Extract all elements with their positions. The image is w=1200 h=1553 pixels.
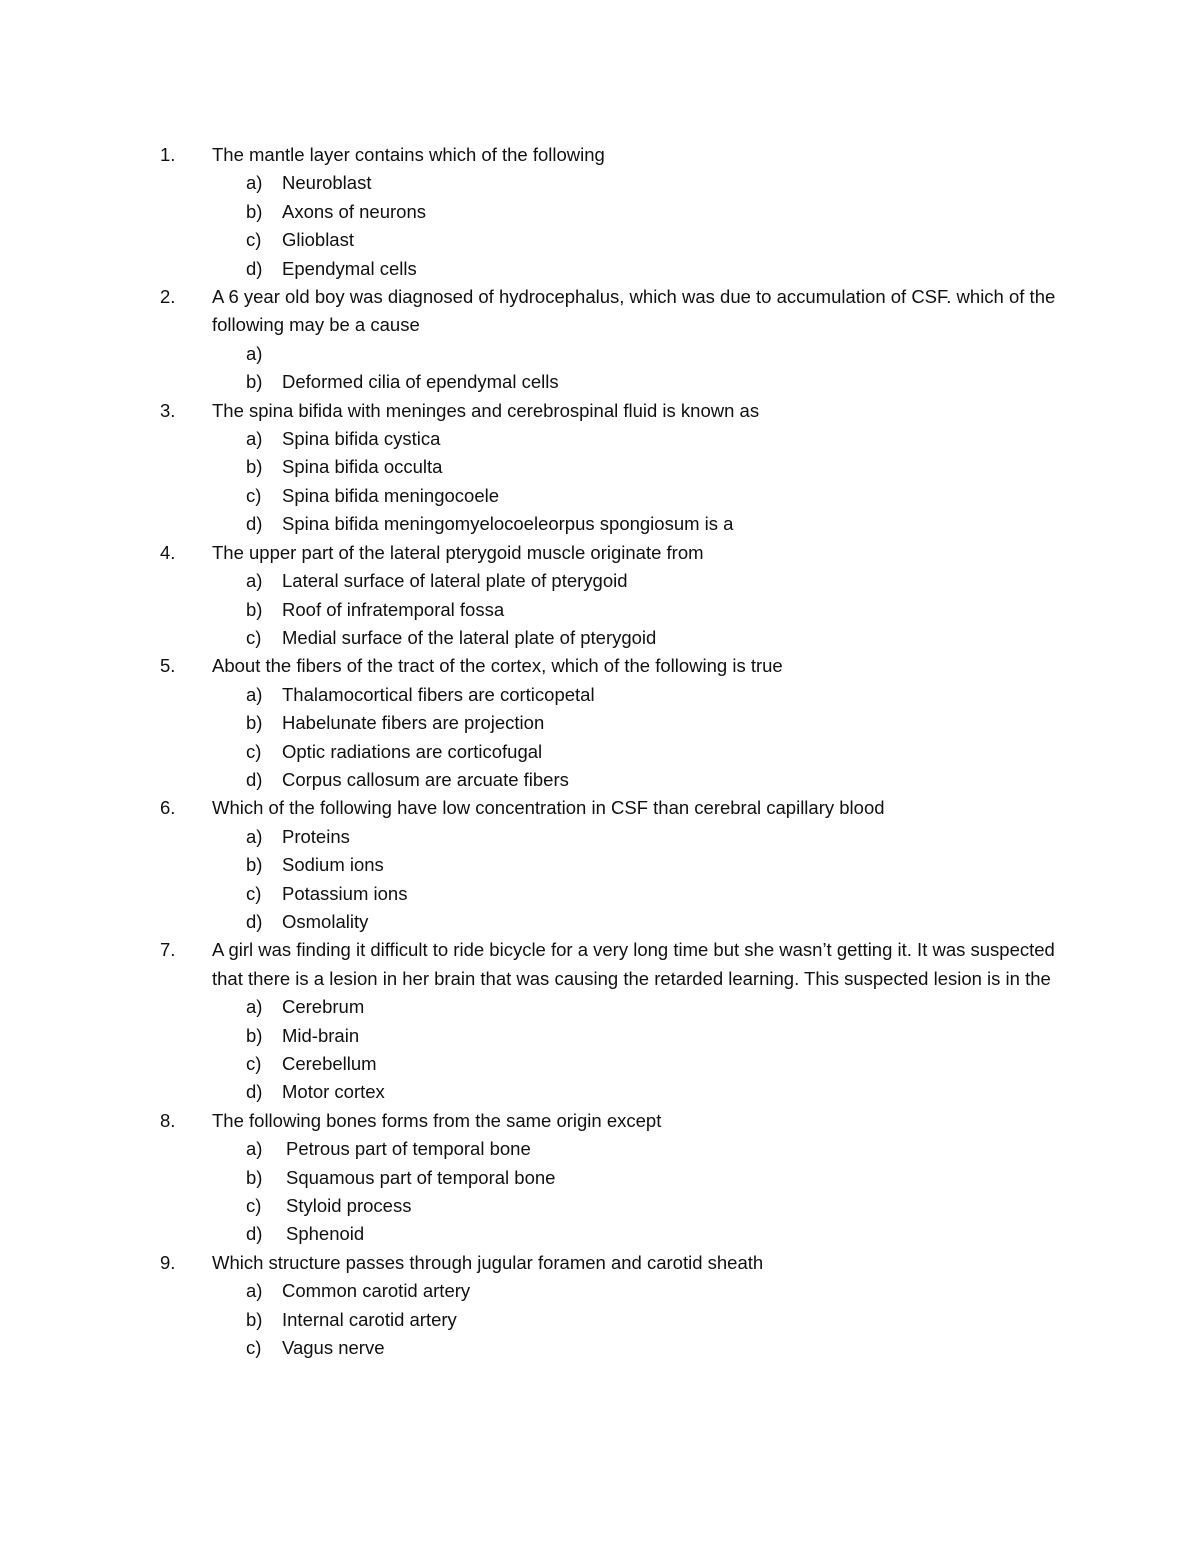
- option-c: [246, 624, 1060, 652]
- option-letter: c): [246, 626, 262, 648]
- option-letter: c): [246, 1337, 262, 1359]
- question-6: [160, 794, 1060, 936]
- question-text: Which structure passes through jugular foramen and carotid sheath: [212, 1251, 764, 1273]
- option-text: Spina bifida cystica: [282, 428, 441, 450]
- question-text: The following bones forms from the same origin except: [212, 1109, 662, 1131]
- option-c: [246, 1192, 1060, 1220]
- option-text: Habelunate fibers are projection: [282, 712, 545, 734]
- option-letter: c): [246, 1195, 262, 1217]
- option-list: [160, 1277, 1060, 1362]
- option-c: [246, 1050, 1060, 1078]
- question-text: The upper part of the lateral pterygoid muscle originate from: [212, 541, 704, 563]
- option-a: [246, 567, 1060, 595]
- option-letter: c): [246, 740, 262, 762]
- option-list: [160, 567, 1060, 652]
- option-text: Thalamocortical fibers are corticopetal: [282, 683, 595, 705]
- option-d: [246, 510, 1060, 538]
- option-text: Common carotid artery: [282, 1280, 471, 1302]
- option-d: [246, 1078, 1060, 1106]
- option-c: [246, 738, 1060, 766]
- option-letter: b): [246, 1024, 263, 1046]
- option-a: [246, 1277, 1060, 1305]
- option-letter: c): [246, 1053, 262, 1074]
- option-text: Glioblast: [282, 229, 354, 251]
- option-letter: b): [246, 712, 263, 734]
- option-a: [246, 340, 1060, 368]
- option-text: Optic radiations are corticofugal: [282, 740, 543, 762]
- question-text: Which of the following have low concentration in CSF than cerebral capillary blood: [212, 797, 885, 819]
- question-number: 3.: [160, 399, 176, 421]
- option-letter: b): [246, 854, 263, 876]
- option-letter: d): [246, 257, 263, 279]
- option-b: [246, 1022, 1060, 1050]
- option-list: [160, 425, 1060, 539]
- question-9: [160, 1249, 1060, 1363]
- option-text: Cerebrum: [282, 996, 365, 1018]
- option-a: [246, 823, 1060, 851]
- question-5: [160, 652, 1060, 794]
- option-a: [246, 993, 1060, 1021]
- question-2: [160, 283, 1060, 397]
- option-b: [246, 198, 1060, 226]
- option-d: [246, 908, 1060, 936]
- option-letter: b): [246, 1308, 263, 1330]
- option-text: Deformed cilia of ependymal cells: [282, 371, 559, 393]
- option-text: Vagus nerve: [282, 1337, 385, 1359]
- option-text: Axons of neurons: [282, 200, 426, 222]
- option-text: Spina bifida meningocoele: [282, 484, 500, 506]
- question-3: [160, 397, 1060, 539]
- question-number: 7.: [160, 939, 176, 961]
- option-letter: d): [246, 910, 263, 932]
- question-number: 8.: [160, 1109, 176, 1131]
- option-text: Ependymal cells: [282, 257, 417, 279]
- option-letter: a): [246, 825, 263, 847]
- option-letter: a): [246, 342, 263, 364]
- question-text: A 6 year old boy was diagnosed of hydrocephalus, which was due to accumulation of CSF. which of the following may be a cause: [212, 286, 1056, 336]
- option-text: Proteins: [282, 825, 350, 847]
- option-list: [160, 681, 1060, 795]
- option-text: Sodium ions: [282, 854, 384, 876]
- option-text: Spina bifida occulta: [282, 456, 443, 478]
- option-d: [246, 766, 1060, 794]
- option-letter: b): [246, 456, 263, 478]
- question-number: 6.: [160, 797, 176, 819]
- option-text: Medial surface of the lateral plate of pterygoid: [282, 626, 657, 648]
- question-7: [160, 936, 1060, 1106]
- option-d: [246, 255, 1060, 283]
- option-letter: c): [246, 484, 262, 506]
- option-b: [246, 368, 1060, 396]
- option-text: Lateral surface of lateral plate of pterygoid: [282, 570, 628, 592]
- question-text: About the fibers of the tract of the cortex, which of the following is true: [212, 655, 783, 677]
- option-c: [246, 226, 1060, 254]
- question-list: [160, 141, 1060, 1362]
- option-letter: c): [246, 229, 262, 251]
- question-number: 2.: [160, 286, 176, 308]
- option-text: Neuroblast: [282, 172, 372, 194]
- question-text: The spina bifida with meninges and cerebrospinal fluid is known as: [212, 399, 760, 421]
- option-letter: d): [246, 513, 263, 535]
- option-text: Potassium ions: [282, 882, 408, 904]
- option-b: [246, 851, 1060, 879]
- option-letter: c): [246, 882, 262, 904]
- question-4: [160, 539, 1060, 653]
- option-letter: a): [246, 1280, 263, 1302]
- option-letter: b): [246, 598, 263, 620]
- option-text: Motor cortex: [282, 1081, 385, 1103]
- option-d: [246, 1220, 1060, 1248]
- option-text: Spina bifida meningomyelocoeleorpus spongiosum is a: [282, 513, 734, 535]
- option-a: [246, 681, 1060, 709]
- option-letter: a): [246, 570, 263, 592]
- question-number: 5.: [160, 655, 176, 677]
- option-c: [246, 1334, 1060, 1362]
- option-text: Styloid process: [286, 1195, 412, 1217]
- option-b: [246, 453, 1060, 481]
- option-c: [246, 482, 1060, 510]
- option-letter: b): [246, 1166, 263, 1188]
- option-list: [160, 340, 1060, 397]
- option-text: Sphenoid: [286, 1223, 365, 1245]
- option-text: Internal carotid artery: [282, 1308, 457, 1330]
- option-list: [160, 993, 1060, 1107]
- option-a: [246, 425, 1060, 453]
- option-b: [246, 709, 1060, 737]
- option-letter: a): [246, 172, 263, 194]
- question-number: 9.: [160, 1251, 176, 1273]
- question-text: A girl was finding it difficult to ride bicycle for a very long time but she wasn’t getting it. It was suspected that there is a lesion in her brain that was causing the retarded learning. This suspected lesion is in the: [212, 939, 1055, 989]
- question-8: [160, 1107, 1060, 1249]
- question-text: The mantle layer contains which of the following: [212, 144, 605, 165]
- option-letter: d): [246, 1081, 263, 1103]
- option-letter: a): [246, 428, 263, 450]
- option-a: [246, 169, 1060, 197]
- option-letter: a): [246, 1138, 263, 1160]
- option-b: [246, 1306, 1060, 1334]
- option-text: Roof of infratemporal fossa: [282, 598, 505, 620]
- option-a: [246, 1135, 1060, 1163]
- option-text: Cerebellum: [282, 1053, 377, 1074]
- option-c: [246, 880, 1060, 908]
- option-letter: a): [246, 683, 263, 705]
- option-text: Mid-brain: [282, 1024, 360, 1046]
- option-b: [246, 596, 1060, 624]
- question-number: 4.: [160, 541, 176, 563]
- option-letter: d): [246, 768, 263, 790]
- option-text: Corpus callosum are arcuate fibers: [282, 768, 569, 790]
- option-list: [160, 169, 1060, 283]
- option-text: Petrous part of temporal bone: [286, 1138, 531, 1160]
- option-letter: a): [246, 996, 263, 1018]
- option-list: [160, 1135, 1060, 1249]
- option-letter: b): [246, 371, 263, 393]
- option-text: Osmolality: [282, 910, 369, 932]
- question-number: 1.: [160, 144, 176, 165]
- option-text: Squamous part of temporal bone: [286, 1166, 556, 1188]
- option-letter: d): [246, 1223, 263, 1245]
- option-letter: b): [246, 200, 263, 222]
- question-1: [160, 141, 1060, 283]
- option-list: [160, 823, 1060, 937]
- option-b: [246, 1164, 1060, 1192]
